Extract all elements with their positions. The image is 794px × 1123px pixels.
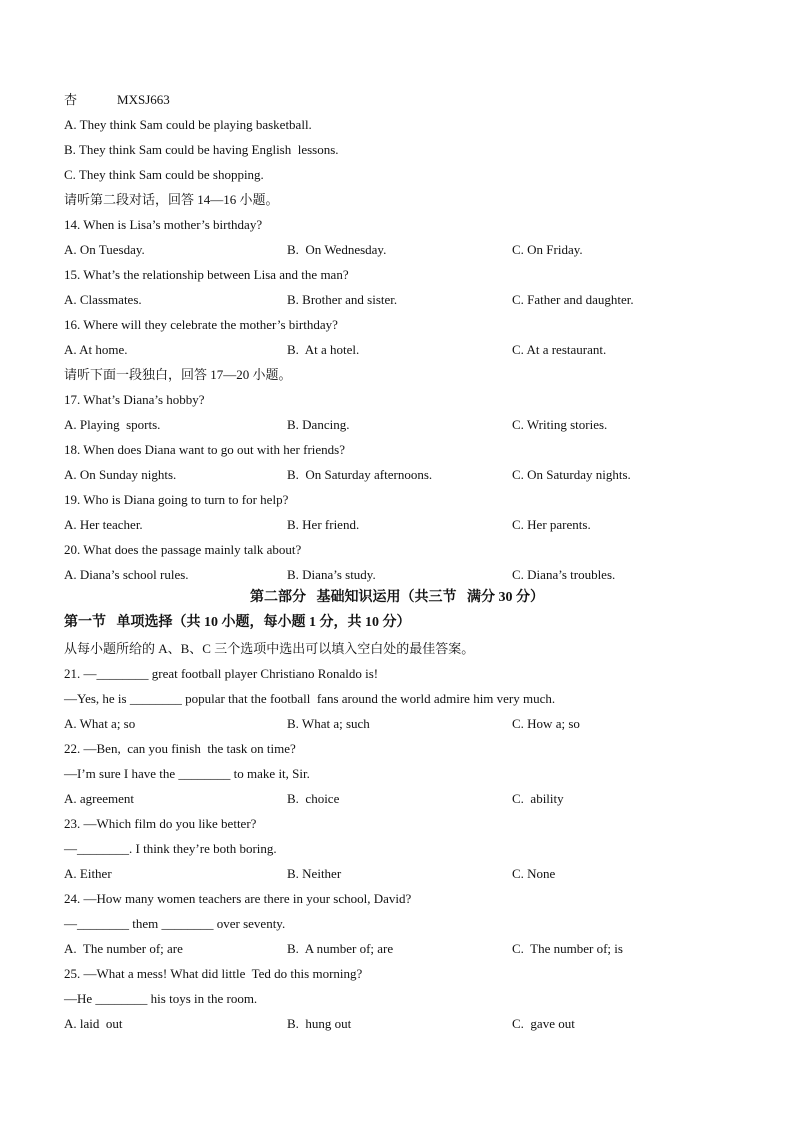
- q14-options: [64, 242, 724, 258]
- monologue-instruction: 请听下面一段独白，回答 17—20 小题。: [64, 367, 292, 382]
- q15-option-b: B. Brother and sister.: [287, 292, 398, 307]
- q25-option-a: A. laid out: [64, 1016, 123, 1031]
- q23-option-a: A. Either: [64, 866, 112, 881]
- q20-option-c: C. Diana’s troubles.: [512, 567, 616, 582]
- q19-option-c: C. Her parents.: [512, 517, 591, 532]
- q17-options: [64, 417, 724, 433]
- q22-line1: 22. —Ben, can you finish the task on time?: [64, 741, 296, 756]
- q25-option-c: C. gave out: [512, 1016, 575, 1031]
- q23-option-b: B. Neither: [287, 866, 342, 881]
- q23-line1: 23. —Which film do you like better?: [64, 816, 257, 831]
- q17-option-c: C. Writing stories.: [512, 417, 608, 432]
- q21-options: [64, 716, 724, 732]
- q24-option-c: C. The number of; is: [512, 941, 623, 956]
- q21-line2: —Yes, he is ________ popular that the football fans around the world admire him very much.: [64, 691, 556, 706]
- q22-options: [64, 791, 724, 807]
- q18-options: [64, 467, 724, 483]
- header-label: 杏: [64, 92, 78, 107]
- q20-option-b: B. Diana’s study.: [287, 567, 376, 582]
- q16-option-a: A. At home.: [64, 342, 128, 357]
- q18-option-a: A. On Sunday nights.: [64, 467, 177, 482]
- q15-options: [64, 292, 724, 308]
- q25-option-b: B. hung out: [287, 1016, 352, 1031]
- q15-option-c: C. Father and daughter.: [512, 292, 634, 307]
- q17-question: 17. What’s Diana’s hobby?: [64, 392, 205, 407]
- q24-option-a: A. The number of; are: [64, 941, 183, 956]
- q24-options: [64, 941, 724, 957]
- q19-question: 19. Who is Diana going to turn to for help?: [64, 492, 289, 507]
- q19-option-b: B. Her friend.: [287, 517, 360, 532]
- q17-option-b: B. Dancing.: [287, 417, 350, 432]
- q13-option-a: A. They think Sam could be playing basketball.: [64, 117, 312, 132]
- q20-question: 20. What does the passage mainly talk about?: [64, 542, 302, 557]
- header-code: MXSJ663: [117, 92, 170, 107]
- q22-line2: —I’m sure I have the ________ to make it, Sir.: [64, 766, 310, 781]
- q23-line2: —________. I think they’re both boring.: [64, 841, 277, 856]
- q20-option-a: A. Diana’s school rules.: [64, 567, 189, 582]
- q25-line1: 25. —What a mess! What did little Ted do this morning?: [64, 966, 363, 981]
- q16-option-c: C. At a restaurant.: [512, 342, 607, 357]
- q19-options: [64, 517, 724, 533]
- part2-title: 第二部分 基础知识运用（共三节 满分 30 分）: [250, 590, 544, 605]
- q14-option-c: C. On Friday.: [512, 242, 583, 257]
- section-2-instruction: 请听第二段对话，回答 14—16 小题。: [64, 192, 279, 207]
- q14-question: 14. When is Lisa’s mother’s birthday?: [64, 217, 263, 232]
- q24-option-b: B. A number of; are: [287, 941, 394, 956]
- q14-option-a: A. On Tuesday.: [64, 242, 145, 257]
- q13-option-c: C. They think Sam could be shopping.: [64, 167, 264, 182]
- q24-line2: —________ them ________ over seventy.: [64, 916, 286, 931]
- q13-option-b: B. They think Sam could be having English lessons.: [64, 142, 339, 157]
- q22-option-c: C. ability: [512, 791, 564, 806]
- q23-options: [64, 866, 724, 882]
- q18-question: 18. When does Diana want to go out with her friends?: [64, 442, 345, 457]
- q18-option-c: C. On Saturday nights.: [512, 467, 631, 482]
- q16-question: 16. Where will they celebrate the mother’s birthday?: [64, 317, 338, 332]
- q15-option-a: A. Classmates.: [64, 292, 142, 307]
- q23-option-c: C. None: [512, 866, 556, 881]
- q19-option-a: A. Her teacher.: [64, 517, 143, 532]
- q25-options: [64, 1016, 724, 1032]
- q21-option-a: A. What a; so: [64, 716, 136, 731]
- q16-options: [64, 342, 724, 358]
- q16-option-b: B. At a hotel.: [287, 342, 360, 357]
- q20-options: [64, 567, 724, 583]
- q22-option-a: A. agreement: [64, 791, 135, 806]
- q21-line1: 21. —________ great football player Christiano Ronaldo is!: [64, 666, 379, 681]
- q25-line2: —He ________ his toys in the room.: [64, 991, 258, 1006]
- q21-option-c: C. How a; so: [512, 716, 580, 731]
- q24-line1: 24. —How many women teachers are there in your school, David?: [64, 891, 412, 906]
- q22-option-b: B. choice: [287, 791, 340, 806]
- q17-option-a: A. Playing sports.: [64, 417, 161, 432]
- q21-option-b: B. What a; such: [287, 716, 370, 731]
- section1-title: 第一节 单项选择（共 10 小题，每小题 1 分，共 10 分）: [64, 615, 411, 630]
- q15-question: 15. What’s the relationship between Lisa and the man?: [64, 267, 349, 282]
- section1-instruction: 从每小题所给的 A、B、C 三个选项中选出可以填入空白处的最佳答案。: [64, 641, 475, 656]
- page-header: [64, 92, 170, 108]
- q14-option-b: B. On Wednesday.: [287, 242, 387, 257]
- q18-option-b: B. On Saturday afternoons.: [287, 467, 433, 482]
